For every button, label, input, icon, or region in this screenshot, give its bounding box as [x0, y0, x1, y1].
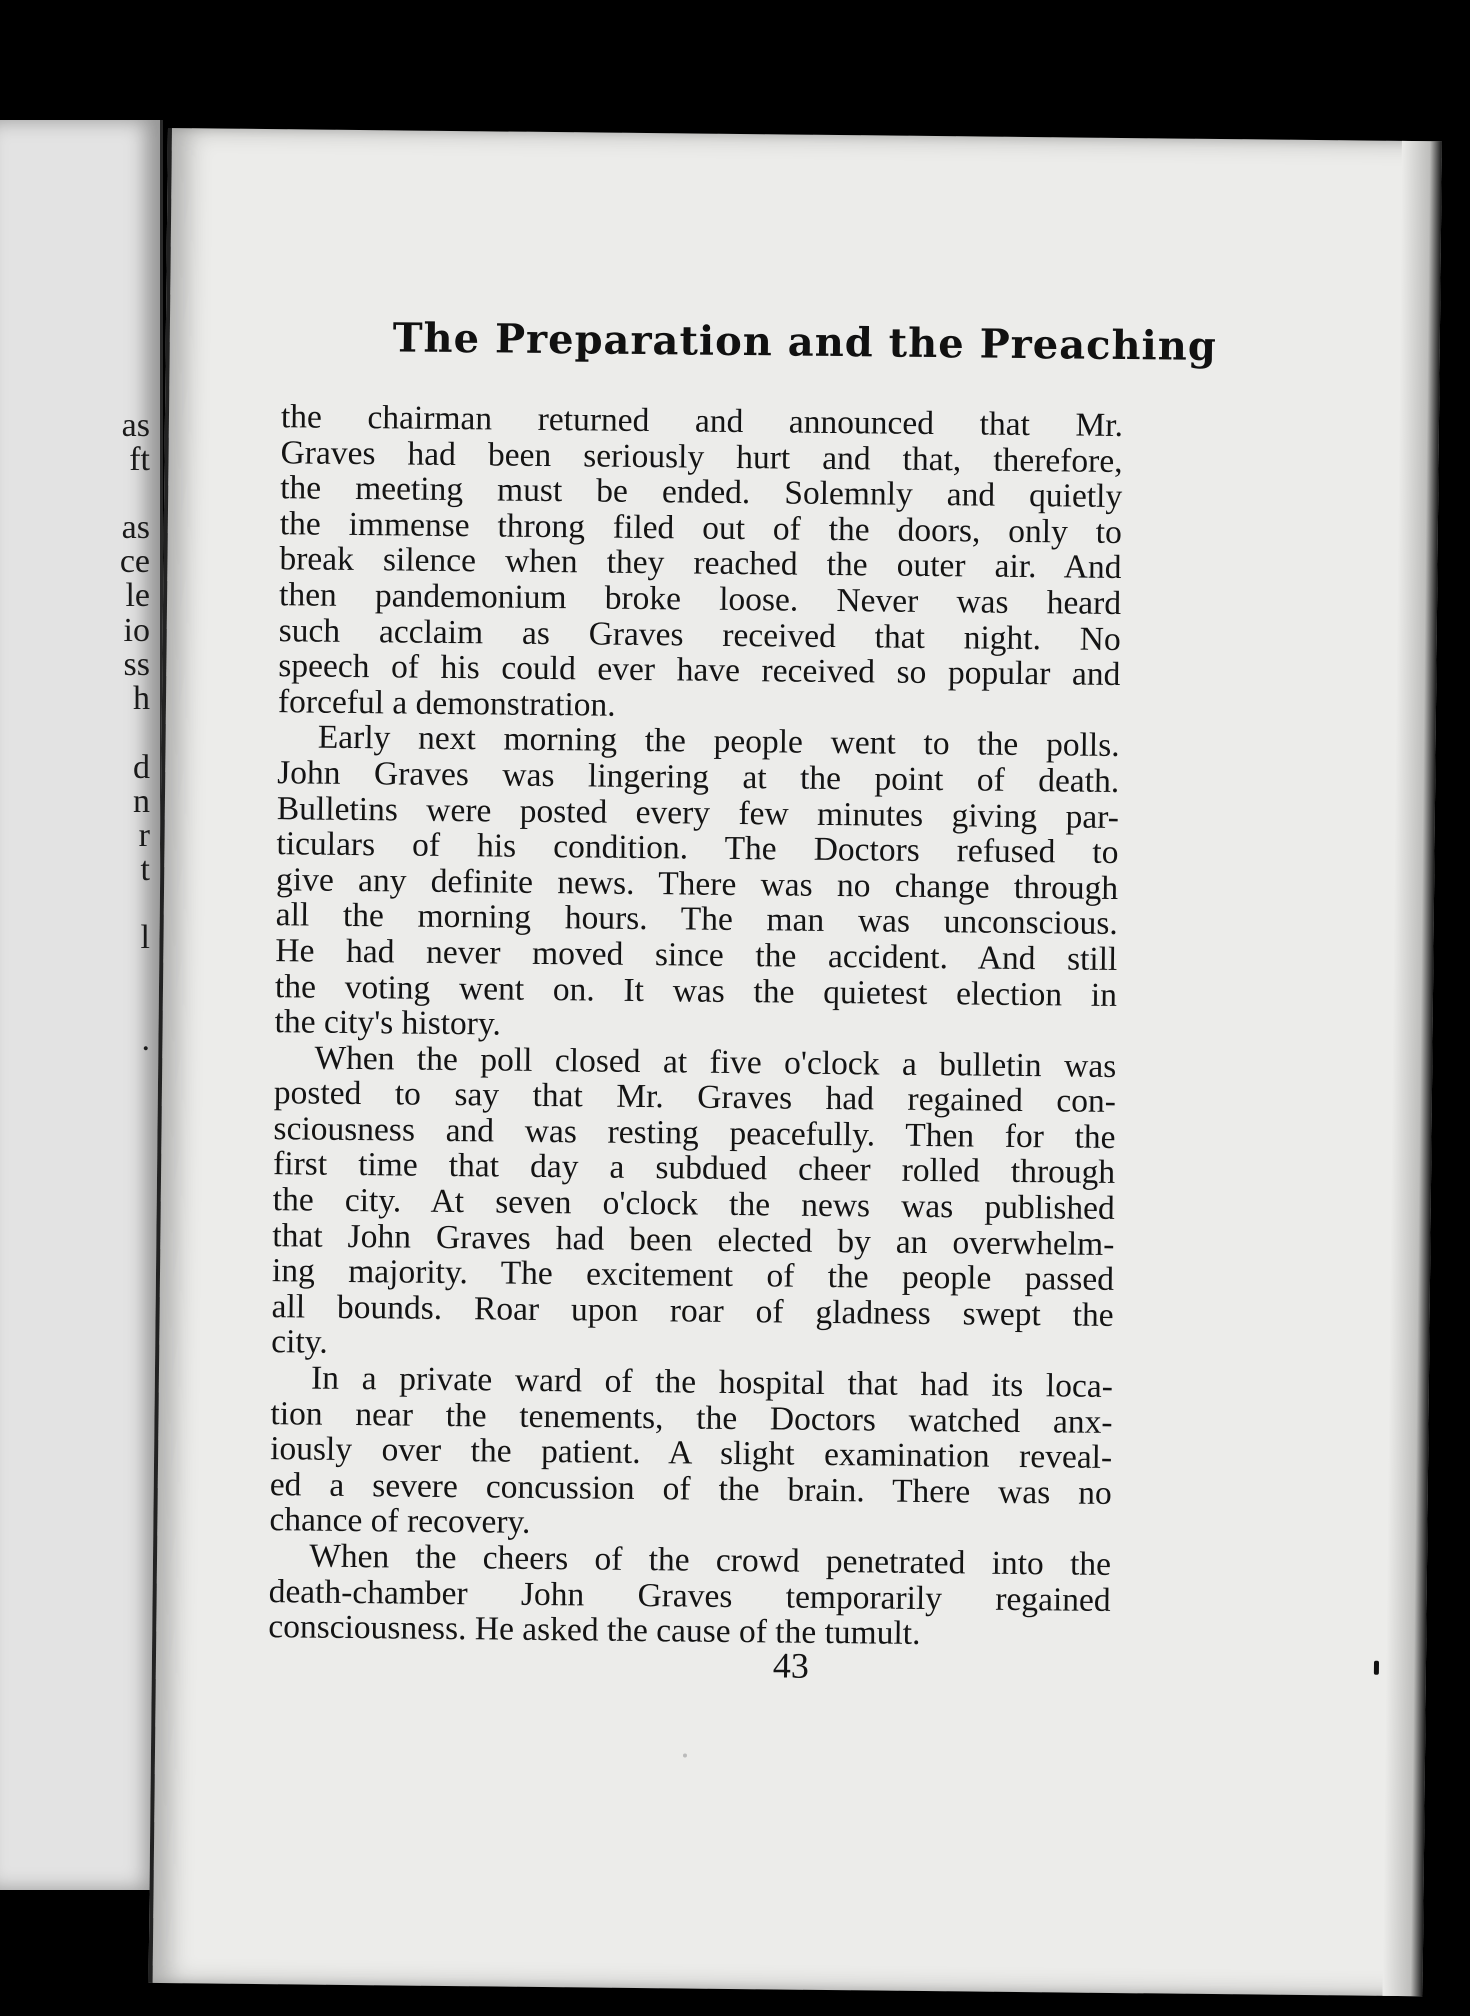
text-line: chance of recovery. [269, 1501, 531, 1542]
text-line: death-chamber John Graves temporarily regained [268, 1572, 1111, 1619]
text-line: such acclaim as Graves received that night. No [278, 611, 1121, 658]
text-line: Graves had been seriously hurt and that, therefore, [280, 433, 1123, 480]
left-page-fragment: ss [123, 646, 150, 683]
text-line: iously over the patient. A slight examination reveal- [269, 1430, 1113, 1477]
paragraph [271, 1040, 1116, 1369]
left-page-fragment: t [140, 851, 150, 888]
left-page-fragment: . [141, 1021, 150, 1058]
text-line: city. [271, 1323, 328, 1362]
text-line: that John Graves had been elected by an overwhelm- [272, 1216, 1115, 1263]
text-line: forceful a demonstration. [277, 682, 616, 724]
text-line: When the poll closed at five o'clock a bulletin was [314, 1039, 1117, 1085]
text-line: first time that day a subdued cheer rolled through [272, 1145, 1116, 1192]
left-page-fragment: as [121, 407, 150, 444]
paper-speck [683, 1753, 687, 1757]
text-line: Early next morning the people went to the polls. [317, 718, 1120, 765]
text-line: When the cheers of the crowd penetrated into the [309, 1537, 1112, 1583]
text-line: the voting went on. It was the quietest election in [274, 967, 1118, 1014]
text-line: the chairman returned and announced that Mr. [280, 398, 1124, 445]
left-page-fragment: h [133, 680, 150, 717]
left-page-fragment: ft [129, 441, 150, 478]
left-page-fragment: l [140, 919, 150, 956]
text-line: all the morning hours. The man was unconscious. [275, 896, 1118, 943]
page-edge-shadow [1383, 141, 1442, 1996]
left-page-fragment: as [121, 509, 150, 546]
text-line: then pandemonium broke loose. Never was heard [278, 576, 1122, 622]
text-line: sciousness and was resting peacefully. Then for the [273, 1110, 1116, 1156]
text-line: break silence when they reached the outer air. And [279, 540, 1122, 587]
text-line: ed a severe concussion of the brain. There was no [269, 1465, 1112, 1512]
text-line: In a private ward of the hospital that had its loca- [310, 1359, 1114, 1405]
text-line: the immense throng filed out of the doors, only to [279, 504, 1123, 551]
text-line: ticulars of his condition. The Doctors refused to [276, 825, 1119, 872]
text-line: posted to say that Mr. Graves had regained con- [273, 1074, 1117, 1121]
text-line: all bounds. Roar upon roar of gladness swept the [271, 1287, 1114, 1334]
book-page [149, 128, 1442, 1996]
text-line: tion near the tenements, the Doctors watched anx- [270, 1394, 1113, 1441]
text-line: speech of his could ever have received so popular and [278, 647, 1121, 694]
left-page-fragment: le [125, 577, 150, 614]
text-line: give any definite news. There was no change through [275, 860, 1119, 907]
left-page-fragment: ce [119, 543, 150, 580]
paragraph [269, 1360, 1113, 1547]
text-line: the meeting must be ended. Solemnly and quietly [280, 469, 1123, 516]
left-page-edge [0, 120, 163, 1890]
left-page-fragment: d [133, 749, 150, 786]
running-head: The Preparation and the Preaching [392, 314, 1218, 370]
paragraph [274, 720, 1119, 1049]
text-line: consciousness. He asked the cause of the tumult. [268, 1608, 921, 1653]
text-line: the city's history. [274, 1003, 502, 1043]
text-line: Bulletins were posted every few minutes giving par- [276, 789, 1120, 836]
left-page-fragment: n [133, 783, 150, 820]
body-text [268, 399, 1123, 1654]
text-line: John Graves was lingering at the point of death. [277, 754, 1120, 800]
paragraph [278, 399, 1123, 728]
page-number: 43 [772, 1645, 810, 1686]
left-page-fragment: io [123, 612, 150, 649]
text-line: He had never moved since the accident. And still [275, 932, 1118, 978]
text-line: ing majority. The excitement of the people passed [271, 1252, 1115, 1299]
left-page-fragment: r [138, 817, 150, 854]
paragraph [268, 1538, 1111, 1654]
paper-speck [1374, 1661, 1379, 1675]
text-line: the city. At seven o'clock the news was published [272, 1181, 1115, 1228]
